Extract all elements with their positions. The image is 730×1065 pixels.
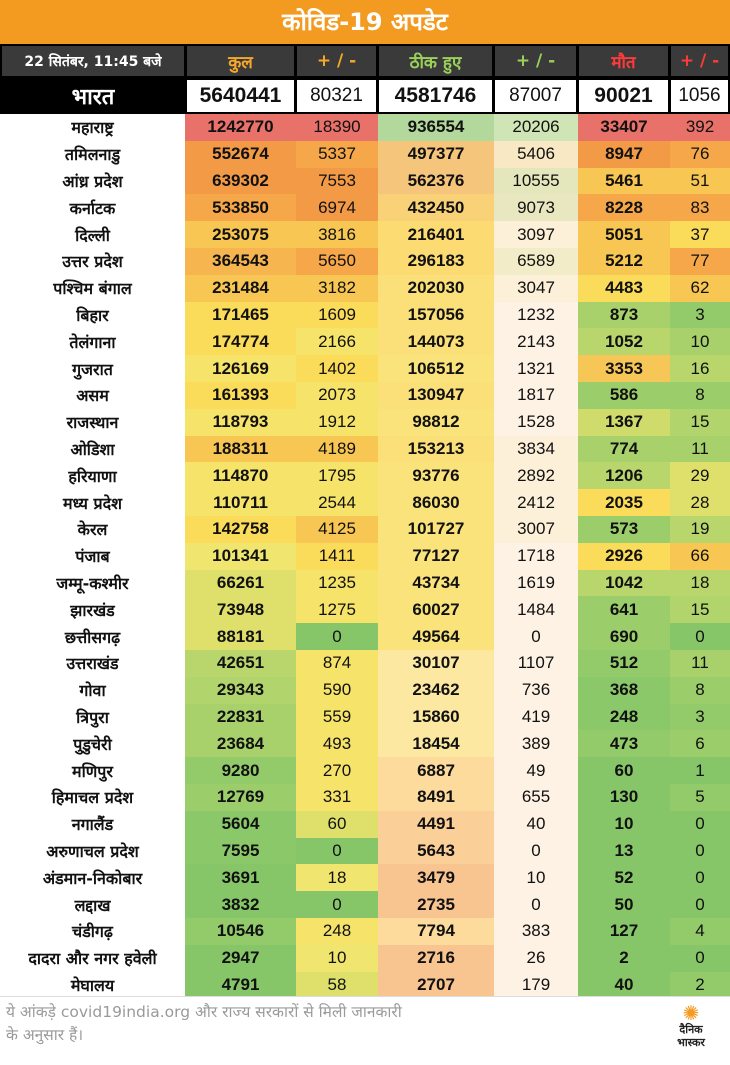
recovered-delta-cell: 10555 (494, 168, 578, 195)
state-name: कर्नाटक (0, 194, 185, 221)
recovered-cell: 5643 (378, 838, 494, 865)
total-delta-cell: 0 (296, 623, 378, 650)
deaths-delta-cell: 83 (670, 194, 730, 221)
state-name: दादरा और नगर हवेली (0, 945, 185, 972)
header-recovered-delta-label: + / - (495, 46, 576, 76)
recovered-cell: 18454 (378, 730, 494, 757)
total-delta-cell: 1235 (296, 570, 378, 597)
table-row (0, 328, 730, 355)
deaths-cell: 248 (578, 704, 670, 731)
country-total-value: 5640441 (187, 80, 294, 112)
total-cell: 639302 (185, 168, 296, 195)
recovered-delta-cell: 419 (494, 704, 578, 731)
recovered-cell: 77127 (378, 543, 494, 570)
recovered-cell: 43734 (378, 570, 494, 597)
total-delta-cell: 874 (296, 650, 378, 677)
deaths-cell: 1042 (578, 570, 670, 597)
table-row (0, 677, 730, 704)
recovered-delta-cell: 3007 (494, 516, 578, 543)
table-row (0, 972, 730, 999)
total-cell: 364543 (185, 248, 296, 275)
state-name: ओडिशा (0, 436, 185, 463)
table-row (0, 194, 730, 221)
deaths-delta-cell: 5 (670, 784, 730, 811)
state-name: हिमाचल प्रदेश (0, 784, 185, 811)
total-delta-cell: 1402 (296, 355, 378, 382)
header-deaths-label: मौत (579, 46, 668, 76)
total-cell: 114870 (185, 462, 296, 489)
total-delta-cell: 18 (296, 864, 378, 891)
total-delta-cell: 10 (296, 945, 378, 972)
recovered-cell: 30107 (378, 650, 494, 677)
total-cell: 174774 (185, 328, 296, 355)
deaths-delta-cell: 62 (670, 275, 730, 302)
deaths-delta-cell: 51 (670, 168, 730, 195)
recovered-delta-cell: 655 (494, 784, 578, 811)
table-row (0, 382, 730, 409)
deaths-delta-cell: 28 (670, 489, 730, 516)
deaths-delta-cell: 8 (670, 382, 730, 409)
recovered-delta-cell: 179 (494, 972, 578, 999)
deaths-delta-cell: 29 (670, 462, 730, 489)
total-delta-cell: 0 (296, 838, 378, 865)
country-recovered-delta-value: 87007 (495, 80, 576, 112)
state-name: अरुणाचल प्रदेश (0, 838, 185, 865)
country-total-delta-value: 80321 (297, 80, 376, 112)
recovered-delta-cell: 1484 (494, 596, 578, 623)
deaths-delta-cell: 77 (670, 248, 730, 275)
recovered-cell: 49564 (378, 623, 494, 650)
total-cell: 110711 (185, 489, 296, 516)
recovered-cell: 60027 (378, 596, 494, 623)
table-row (0, 945, 730, 972)
state-name: अंडमान-निकोबार (0, 864, 185, 891)
recovered-cell: 106512 (378, 355, 494, 382)
total-cell: 22831 (185, 704, 296, 731)
recovered-cell: 6887 (378, 757, 494, 784)
deaths-delta-cell: 19 (670, 516, 730, 543)
recovered-cell: 2735 (378, 891, 494, 918)
deaths-cell: 2 (578, 945, 670, 972)
table-row (0, 838, 730, 865)
recovered-cell: 3479 (378, 864, 494, 891)
recovered-cell: 101727 (378, 516, 494, 543)
total-delta-cell: 0 (296, 891, 378, 918)
recovered-delta-cell: 1528 (494, 409, 578, 436)
total-cell: 171465 (185, 302, 296, 329)
country-recovered-value: 4581746 (379, 80, 492, 112)
total-cell: 10546 (185, 918, 296, 945)
state-name: नगालैंड (0, 811, 185, 838)
recovered-delta-cell: 2892 (494, 462, 578, 489)
total-delta-cell: 248 (296, 918, 378, 945)
total-delta-cell: 331 (296, 784, 378, 811)
deaths-delta-cell: 3 (670, 704, 730, 731)
recovered-delta-cell: 1321 (494, 355, 578, 382)
footer (0, 996, 730, 1065)
total-cell: 142758 (185, 516, 296, 543)
total-delta-cell: 1275 (296, 596, 378, 623)
total-cell: 188311 (185, 436, 296, 463)
recovered-cell: 7794 (378, 918, 494, 945)
deaths-cell: 368 (578, 677, 670, 704)
total-delta-cell: 5650 (296, 248, 378, 275)
deaths-delta-cell: 76 (670, 141, 730, 168)
recovered-cell: 8491 (378, 784, 494, 811)
total-delta-cell: 590 (296, 677, 378, 704)
recovered-cell: 15860 (378, 704, 494, 731)
recovered-delta-cell: 1107 (494, 650, 578, 677)
recovered-delta-cell: 2143 (494, 328, 578, 355)
total-cell: 118793 (185, 409, 296, 436)
recovered-cell: 432450 (378, 194, 494, 221)
total-delta-cell: 2544 (296, 489, 378, 516)
deaths-cell: 50 (578, 891, 670, 918)
deaths-cell: 3353 (578, 355, 670, 382)
recovered-delta-cell: 1232 (494, 302, 578, 329)
state-name: मध्य प्रदेश (0, 489, 185, 516)
deaths-cell: 130 (578, 784, 670, 811)
total-delta-cell: 493 (296, 730, 378, 757)
state-name: असम (0, 382, 185, 409)
recovered-delta-cell: 0 (494, 623, 578, 650)
state-name: पश्चिम बंगाल (0, 275, 185, 302)
deaths-cell: 2035 (578, 489, 670, 516)
recovered-delta-cell: 0 (494, 838, 578, 865)
recovered-delta-cell: 6589 (494, 248, 578, 275)
table-row (0, 757, 730, 784)
table-row (0, 221, 730, 248)
recovered-cell: 497377 (378, 141, 494, 168)
recovered-delta-cell: 1619 (494, 570, 578, 597)
table-row (0, 168, 730, 195)
column-header-row (0, 44, 730, 78)
deaths-delta-cell: 0 (670, 623, 730, 650)
state-name: केरल (0, 516, 185, 543)
table-row (0, 409, 730, 436)
deaths-cell: 641 (578, 596, 670, 623)
total-cell: 88181 (185, 623, 296, 650)
logo-text-line2: भास्कर (677, 1036, 705, 1049)
total-delta-cell: 60 (296, 811, 378, 838)
country-total-row (0, 78, 730, 114)
deaths-cell: 60 (578, 757, 670, 784)
header-total-label: कुल (187, 46, 294, 76)
header-total-delta-label: + / - (297, 46, 376, 76)
recovered-cell: 4491 (378, 811, 494, 838)
state-name: त्रिपुरा (0, 704, 185, 731)
deaths-delta-cell: 0 (670, 945, 730, 972)
state-name: उत्तराखंड (0, 650, 185, 677)
state-name: राजस्थान (0, 409, 185, 436)
deaths-cell: 13 (578, 838, 670, 865)
state-name: गोवा (0, 677, 185, 704)
total-delta-cell: 4125 (296, 516, 378, 543)
deaths-cell: 1367 (578, 409, 670, 436)
total-cell: 66261 (185, 570, 296, 597)
deaths-delta-cell: 4 (670, 918, 730, 945)
deaths-cell: 586 (578, 382, 670, 409)
deaths-cell: 5461 (578, 168, 670, 195)
deaths-cell: 473 (578, 730, 670, 757)
recovered-cell: 144073 (378, 328, 494, 355)
recovered-cell: 86030 (378, 489, 494, 516)
state-name: लद्दाख (0, 891, 185, 918)
deaths-delta-cell: 16 (670, 355, 730, 382)
deaths-cell: 2926 (578, 543, 670, 570)
table-row (0, 704, 730, 731)
table-row (0, 784, 730, 811)
recovered-delta-cell: 20206 (494, 114, 578, 141)
deaths-cell: 1052 (578, 328, 670, 355)
total-delta-cell: 1912 (296, 409, 378, 436)
recovered-cell: 130947 (378, 382, 494, 409)
table-row (0, 248, 730, 275)
state-name: दिल्ली (0, 221, 185, 248)
recovered-cell: 23462 (378, 677, 494, 704)
recovered-delta-cell: 3097 (494, 221, 578, 248)
recovered-delta-cell: 1718 (494, 543, 578, 570)
total-cell: 2947 (185, 945, 296, 972)
state-name: गुजरात (0, 355, 185, 382)
recovered-delta-cell: 5406 (494, 141, 578, 168)
table-row (0, 141, 730, 168)
table-row (0, 275, 730, 302)
table-row (0, 891, 730, 918)
state-name: पुडुचेरी (0, 730, 185, 757)
recovered-delta-cell: 26 (494, 945, 578, 972)
recovered-cell: 93776 (378, 462, 494, 489)
total-delta-cell: 2073 (296, 382, 378, 409)
state-name: आंध्र प्रदेश (0, 168, 185, 195)
deaths-delta-cell: 8 (670, 677, 730, 704)
recovered-cell: 153213 (378, 436, 494, 463)
recovered-delta-cell: 10 (494, 864, 578, 891)
deaths-cell: 8947 (578, 141, 670, 168)
recovered-delta-cell: 0 (494, 891, 578, 918)
state-name: छत्तीसगढ़ (0, 623, 185, 650)
sun-icon: ✺ (682, 1001, 700, 1025)
deaths-cell: 690 (578, 623, 670, 650)
table-row (0, 543, 730, 570)
state-name: बिहार (0, 302, 185, 329)
total-delta-cell: 5337 (296, 141, 378, 168)
total-delta-cell: 1411 (296, 543, 378, 570)
deaths-delta-cell: 37 (670, 221, 730, 248)
header-recovered-label: ठीक हुए (379, 46, 492, 76)
deaths-cell: 10 (578, 811, 670, 838)
state-name: चंडीगढ़ (0, 918, 185, 945)
state-name: तेलंगाना (0, 328, 185, 355)
state-name: महाराष्ट्र (0, 114, 185, 141)
table-row (0, 355, 730, 382)
deaths-delta-cell: 11 (670, 650, 730, 677)
table-row (0, 436, 730, 463)
total-delta-cell: 18390 (296, 114, 378, 141)
source-note: ये आंकड़े covid19india.org और राज्य सरकारों से मिली जानकारी के अनुसार हैं। (6, 1003, 402, 1044)
total-cell: 3691 (185, 864, 296, 891)
state-name: झारखंड (0, 596, 185, 623)
state-name: जम्मू-कश्मीर (0, 570, 185, 597)
deaths-delta-cell: 392 (670, 114, 730, 141)
deaths-delta-cell: 6 (670, 730, 730, 757)
deaths-delta-cell: 15 (670, 596, 730, 623)
logo-text-line1: दैनिक (679, 1023, 703, 1036)
deaths-delta-cell: 18 (670, 570, 730, 597)
deaths-delta-cell: 3 (670, 302, 730, 329)
total-cell: 42651 (185, 650, 296, 677)
table-row (0, 489, 730, 516)
table-row (0, 302, 730, 329)
total-cell: 253075 (185, 221, 296, 248)
recovered-delta-cell: 736 (494, 677, 578, 704)
deaths-cell: 52 (578, 864, 670, 891)
total-cell: 73948 (185, 596, 296, 623)
total-cell: 12769 (185, 784, 296, 811)
recovered-cell: 936554 (378, 114, 494, 141)
table-row (0, 811, 730, 838)
table-row (0, 623, 730, 650)
header-deaths-delta-label: + / - (671, 46, 728, 76)
table-row (0, 570, 730, 597)
deaths-delta-cell: 15 (670, 409, 730, 436)
recovered-delta-cell: 49 (494, 757, 578, 784)
total-cell: 23684 (185, 730, 296, 757)
date-label: 22 सितंबर, 11:45 बजे (2, 46, 184, 76)
total-cell: 126169 (185, 355, 296, 382)
deaths-cell: 8228 (578, 194, 670, 221)
deaths-delta-cell: 10 (670, 328, 730, 355)
recovered-cell: 98812 (378, 409, 494, 436)
table-row (0, 462, 730, 489)
deaths-delta-cell: 11 (670, 436, 730, 463)
recovered-cell: 157056 (378, 302, 494, 329)
deaths-delta-cell: 1 (670, 757, 730, 784)
total-delta-cell: 7553 (296, 168, 378, 195)
recovered-cell: 216401 (378, 221, 494, 248)
recovered-delta-cell: 2412 (494, 489, 578, 516)
recovered-cell: 296183 (378, 248, 494, 275)
deaths-cell: 5051 (578, 221, 670, 248)
deaths-cell: 40 (578, 972, 670, 999)
total-delta-cell: 6974 (296, 194, 378, 221)
state-name: तमिलनाडु (0, 141, 185, 168)
recovered-delta-cell: 389 (494, 730, 578, 757)
total-cell: 1242770 (185, 114, 296, 141)
state-name: मेघालय (0, 972, 185, 999)
total-cell: 29343 (185, 677, 296, 704)
state-name: पंजाब (0, 543, 185, 570)
deaths-delta-cell: 2 (670, 972, 730, 999)
recovered-delta-cell: 40 (494, 811, 578, 838)
recovered-cell: 562376 (378, 168, 494, 195)
deaths-delta-cell: 0 (670, 864, 730, 891)
table-row (0, 730, 730, 757)
table-row (0, 650, 730, 677)
country-name: भारत (2, 80, 184, 112)
deaths-cell: 33407 (578, 114, 670, 141)
total-delta-cell: 3816 (296, 221, 378, 248)
deaths-cell: 573 (578, 516, 670, 543)
page-title: कोविड-19 अपडेट (0, 0, 730, 44)
recovered-delta-cell: 9073 (494, 194, 578, 221)
total-delta-cell: 58 (296, 972, 378, 999)
country-deaths-delta-value: 1056 (671, 80, 728, 112)
country-deaths-value: 90021 (579, 80, 668, 112)
deaths-cell: 1206 (578, 462, 670, 489)
table-row (0, 114, 730, 141)
total-delta-cell: 1609 (296, 302, 378, 329)
total-cell: 4791 (185, 972, 296, 999)
total-delta-cell: 559 (296, 704, 378, 731)
table-row (0, 516, 730, 543)
recovered-cell: 2707 (378, 972, 494, 999)
total-delta-cell: 4189 (296, 436, 378, 463)
deaths-delta-cell: 0 (670, 811, 730, 838)
total-cell: 7595 (185, 838, 296, 865)
deaths-cell: 774 (578, 436, 670, 463)
total-cell: 3832 (185, 891, 296, 918)
total-cell: 161393 (185, 382, 296, 409)
table-row (0, 864, 730, 891)
deaths-cell: 127 (578, 918, 670, 945)
state-name: मणिपुर (0, 757, 185, 784)
total-cell: 231484 (185, 275, 296, 302)
recovered-delta-cell: 1817 (494, 382, 578, 409)
state-name: उत्तर प्रदेश (0, 248, 185, 275)
deaths-delta-cell: 0 (670, 838, 730, 865)
total-cell: 9280 (185, 757, 296, 784)
recovered-delta-cell: 383 (494, 918, 578, 945)
deaths-delta-cell: 0 (670, 891, 730, 918)
deaths-cell: 512 (578, 650, 670, 677)
total-cell: 101341 (185, 543, 296, 570)
deaths-cell: 4483 (578, 275, 670, 302)
recovered-cell: 2716 (378, 945, 494, 972)
table-row (0, 596, 730, 623)
recovered-delta-cell: 3834 (494, 436, 578, 463)
total-delta-cell: 2166 (296, 328, 378, 355)
deaths-delta-cell: 66 (670, 543, 730, 570)
state-name: हरियाणा (0, 462, 185, 489)
total-cell: 552674 (185, 141, 296, 168)
total-delta-cell: 1795 (296, 462, 378, 489)
recovered-delta-cell: 3047 (494, 275, 578, 302)
total-cell: 533850 (185, 194, 296, 221)
recovered-cell: 202030 (378, 275, 494, 302)
total-cell: 5604 (185, 811, 296, 838)
dainik-bhaskar-logo (664, 1003, 718, 1057)
deaths-cell: 5212 (578, 248, 670, 275)
total-delta-cell: 270 (296, 757, 378, 784)
total-delta-cell: 3182 (296, 275, 378, 302)
table-row (0, 918, 730, 945)
deaths-cell: 873 (578, 302, 670, 329)
